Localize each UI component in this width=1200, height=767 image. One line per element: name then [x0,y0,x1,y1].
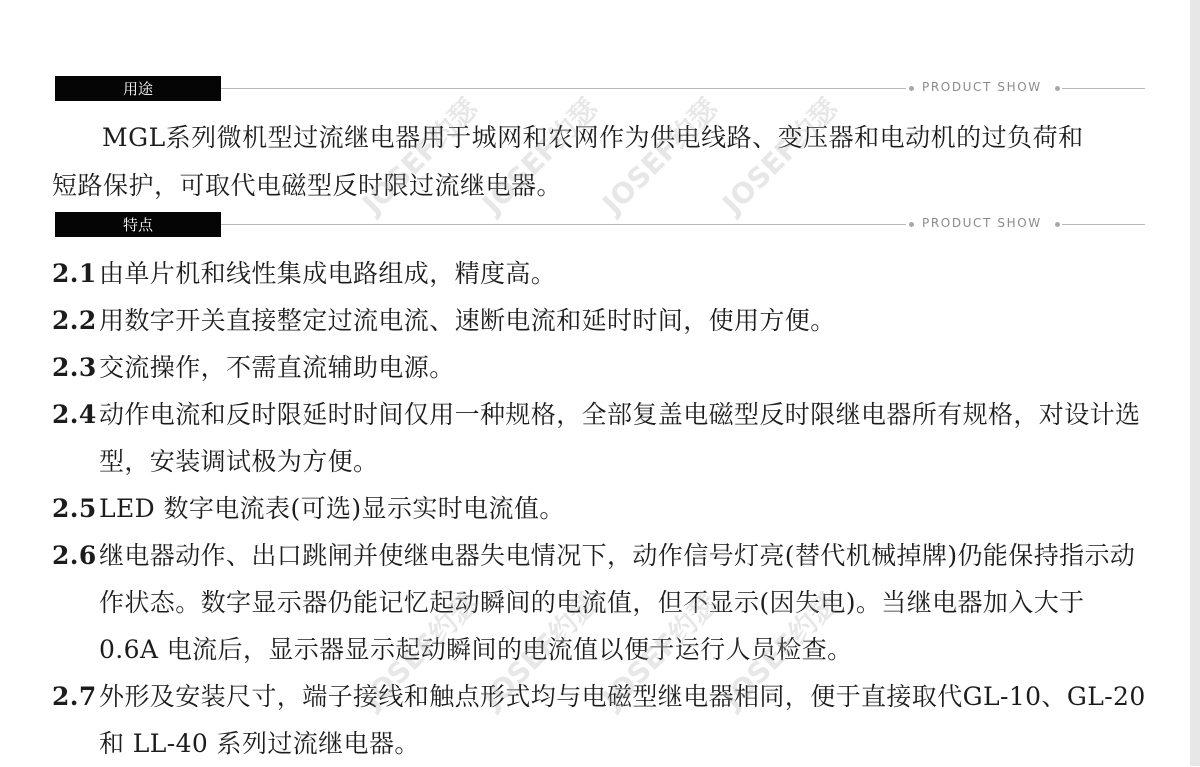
feature-item [52,344,1152,391]
watermark: JOSEF约瑟 [356,586,485,716]
watermark: JOSEF约瑟 [356,91,485,221]
section-tag-features: 特点 [55,212,221,237]
feature-text: 用数字开关直接整定过流电流、速断电流和延时时间，使用方便。 [99,306,836,335]
feature-item [52,532,1152,673]
divider-dot [1055,86,1060,91]
divider-dot [909,222,914,227]
feature-item [52,485,1152,532]
feature-text: 外形及安装尺寸，端子接线和触点形式均与电磁型继电器相同，便于直接取代GL-10、GL-20 和 LL-40 系列过流继电器。 [99,682,1146,758]
feature-item [52,297,1152,344]
feature-text: 由单片机和线性集成电路组成，精度高。 [99,259,557,288]
feature-number: 2.1 [52,259,97,288]
divider-line [1062,224,1145,225]
feature-number: 2.7 [52,682,97,711]
watermark: JOSEF约瑟 [716,586,845,716]
feature-number: 2.4 [52,400,97,429]
feature-number: 2.5 [52,494,97,523]
divider-line [221,224,906,225]
watermark: JOSEF约瑟 [596,91,725,221]
feature-text: 动作电流和反时限延时时间仅用一种规格，全部复盖电磁型反时限继电器所有规格，对设计选型，安装调试极为方便。 [99,400,1141,476]
usage-line-2: 短路保护，可取代电磁型反时限过流继电器。 [52,171,563,200]
feature-item [52,391,1152,485]
section-header-features [0,212,1150,238]
feature-number: 2.3 [52,353,97,382]
divider-dot [909,86,914,91]
feature-item [52,250,1152,297]
feature-number: 2.2 [52,306,97,335]
section-tag-usage: 用途 [55,76,221,101]
usage-line-1: MGL系列微机型过流继电器用于城网和农网作为供电线路、变压器和电动机的过负荷和 [102,123,1084,152]
divider-line [1062,88,1145,89]
right-edge-bar [1190,0,1200,766]
feature-text: 继电器动作、出口跳闸并使继电器失电情况下，动作信号灯亮(替代机械掉牌)仍能保持指示动作状态。数字显示器仍能记忆起动瞬间的电流值，但不显示(因失电)。当继电器加入大于 0.6A 电流后，显示器显示起动瞬间的电流值以便于运行人员检查。 [99,541,1136,664]
watermark: JOSEF约瑟 [476,91,605,221]
divider-dot [1055,222,1060,227]
watermark: JOSEF约瑟 [716,91,845,221]
feature-text: 交流操作，不需直流辅助电源。 [99,353,455,382]
product-show-label: PRODUCT SHOW [922,216,1042,230]
product-show-label: PRODUCT SHOW [922,80,1042,94]
feature-number: 2.6 [52,541,97,570]
feature-text: LED 数字电流表(可选)显示实时电流值。 [99,494,565,523]
watermark: JOSEF约瑟 [596,586,725,716]
divider-line [221,88,906,89]
watermark: JOSEF约瑟 [476,586,605,716]
